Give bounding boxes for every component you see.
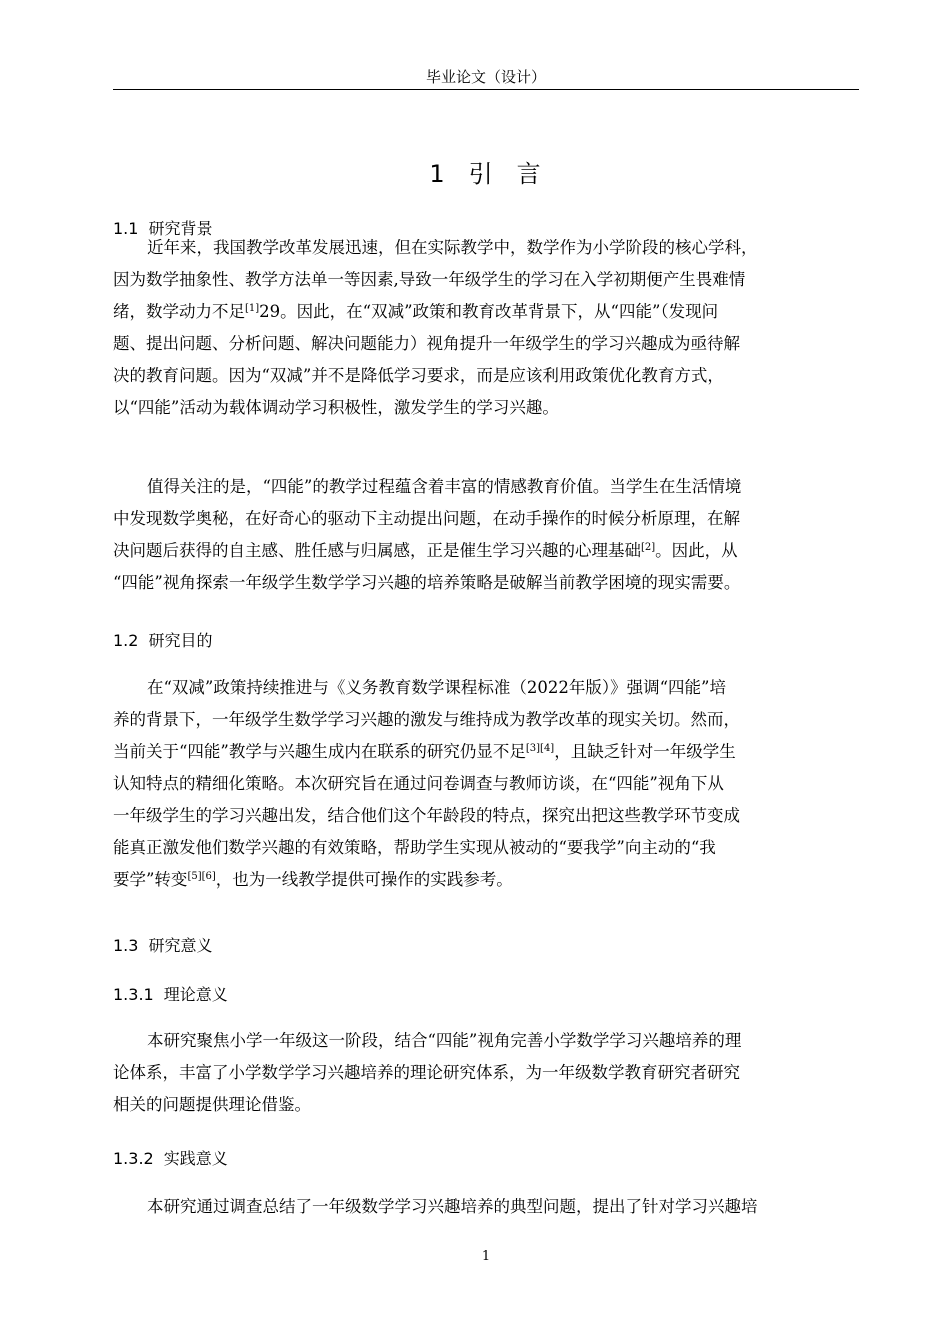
header-rule: [113, 89, 859, 90]
section-heading-1-2: [113, 629, 212, 653]
citation-ref[interactable]: [1]: [245, 303, 260, 314]
text-line: 中发现数学奥秘，在好奇心的驱动下主动提出问题，在动手操作的时候分析原理，在解: [113, 509, 740, 528]
chapter-title: [113, 156, 859, 192]
section-heading-1-3-1: [113, 983, 228, 1007]
text-line: 以“四能”活动为载体调动学习积极性，激发学生的学习兴趣。: [113, 398, 559, 417]
section-heading-1-3-2: [113, 1147, 228, 1171]
text-line: [113, 864, 859, 896]
text-run: 29。因此，在“双减”政策和教育改革背景下，从“四能”（发现问: [259, 302, 719, 321]
citation-ref[interactable]: [5][6]: [187, 871, 216, 882]
text-line: 一年级学生的学习兴趣出发，结合他们这个年龄段的特点，探究出把这些教学环节变成: [113, 806, 740, 825]
text-line: 本研究聚焦小学一年级这一阶段，结合“四能”视角完善小学数学学习兴趣培养的理: [147, 1031, 742, 1050]
section-number: 1.3.1: [113, 985, 154, 1004]
text-run: 。因此，从: [655, 541, 738, 560]
section-number: 1.2: [113, 631, 139, 650]
page-number: 1: [481, 1249, 491, 1264]
text-line: [113, 535, 859, 567]
text-line: 养的背景下，一年级学生数学学习兴趣的激发与维持成为教学改革的现实关切。然而，: [113, 710, 740, 729]
text-line: 题、提出问题、分析问题、解决问题能力）视角提升一年级学生的学习兴趣成为亟待解: [113, 334, 740, 353]
text-line: 因为数学抽象性、教学方法单一等因素,导致一年级学生的学习在入学初期便产生畏难情: [113, 270, 746, 289]
chapter-title-char-2: 言: [516, 160, 543, 188]
text-run: 当前关于“四能”教学与兴趣生成内在联系的研究仍显不足: [113, 742, 526, 761]
text-run: 绪，数学动力不足: [113, 302, 245, 321]
text-line: [113, 296, 859, 328]
section-number: 1.3: [113, 936, 139, 955]
text-line: [113, 736, 859, 768]
running-header: 毕业论文（设计）: [425, 68, 546, 86]
text-run: 决问题后获得的自主感、胜任感与归属感，正是催生学习兴趣的心理基础: [113, 541, 641, 560]
text-line: 值得关注的是，“四能”的教学过程蕴含着丰富的情感教育价值。当学生在生活情境: [147, 477, 742, 496]
paragraph-theory: [113, 1025, 859, 1121]
text-line: 相关的问题提供理论借鉴。: [113, 1095, 311, 1114]
text-line: “四能”视角探索一年级学生数学学习兴趣的培养策略是破解当前教学困境的现实需要。: [113, 573, 741, 592]
text-line: 本研究通过调查总结了一年级数学学习兴趣培养的典型问题，提出了针对学习兴趣培: [147, 1197, 758, 1216]
text-line: 认知特点的精细化策略。本次研究旨在通过问卷调查与教师访谈，在“四能”视角下从: [113, 774, 724, 793]
text-line: 决的教育问题。因为“双减”并不是降低学习要求，而是应该利用政策优化教育方式，: [113, 366, 724, 385]
section-title: 研究目的: [148, 631, 213, 650]
text-line: 近年来，我国教学改革发展迅速，但在实际教学中，数学作为小学阶段的核心学科，: [147, 238, 758, 257]
text-run: ，也为一线教学提供可操作的实践参考。: [215, 870, 513, 889]
section-title: 实践意义: [163, 1149, 228, 1168]
text-line: 在“双减”政策持续推进与《义务教育数学课程标准（2022年版）》强调“四能”培: [147, 678, 726, 697]
paragraph-purpose: [113, 672, 859, 896]
chapter-title-char-1: 引: [468, 160, 495, 188]
paragraph-background-1: [113, 232, 859, 424]
citation-ref[interactable]: [2]: [641, 542, 656, 553]
chapter-number: 1: [429, 160, 447, 188]
paragraph-background-2: [113, 471, 859, 599]
section-heading-1-3: [113, 934, 212, 958]
section-number: 1.1: [113, 219, 139, 238]
section-number: 1.3.2: [113, 1149, 154, 1168]
section-title: 理论意义: [163, 985, 228, 1004]
section-title: 研究背景: [148, 219, 213, 238]
citation-ref[interactable]: [3][4]: [525, 743, 555, 754]
text-line: 能真正激发他们数学兴趣的有效策略，帮助学生实现从被动的“要我学”向主动的“我: [113, 838, 716, 857]
text-line: 论体系，丰富了小学数学学习兴趣培养的理论研究体系，为一年级数学教育研究者研究: [113, 1063, 740, 1082]
paragraph-practice: [113, 1191, 859, 1223]
text-run: 要学”转变: [113, 870, 188, 889]
section-title: 研究意义: [148, 936, 213, 955]
text-run: ，且缺乏针对一年级学生: [554, 742, 736, 761]
